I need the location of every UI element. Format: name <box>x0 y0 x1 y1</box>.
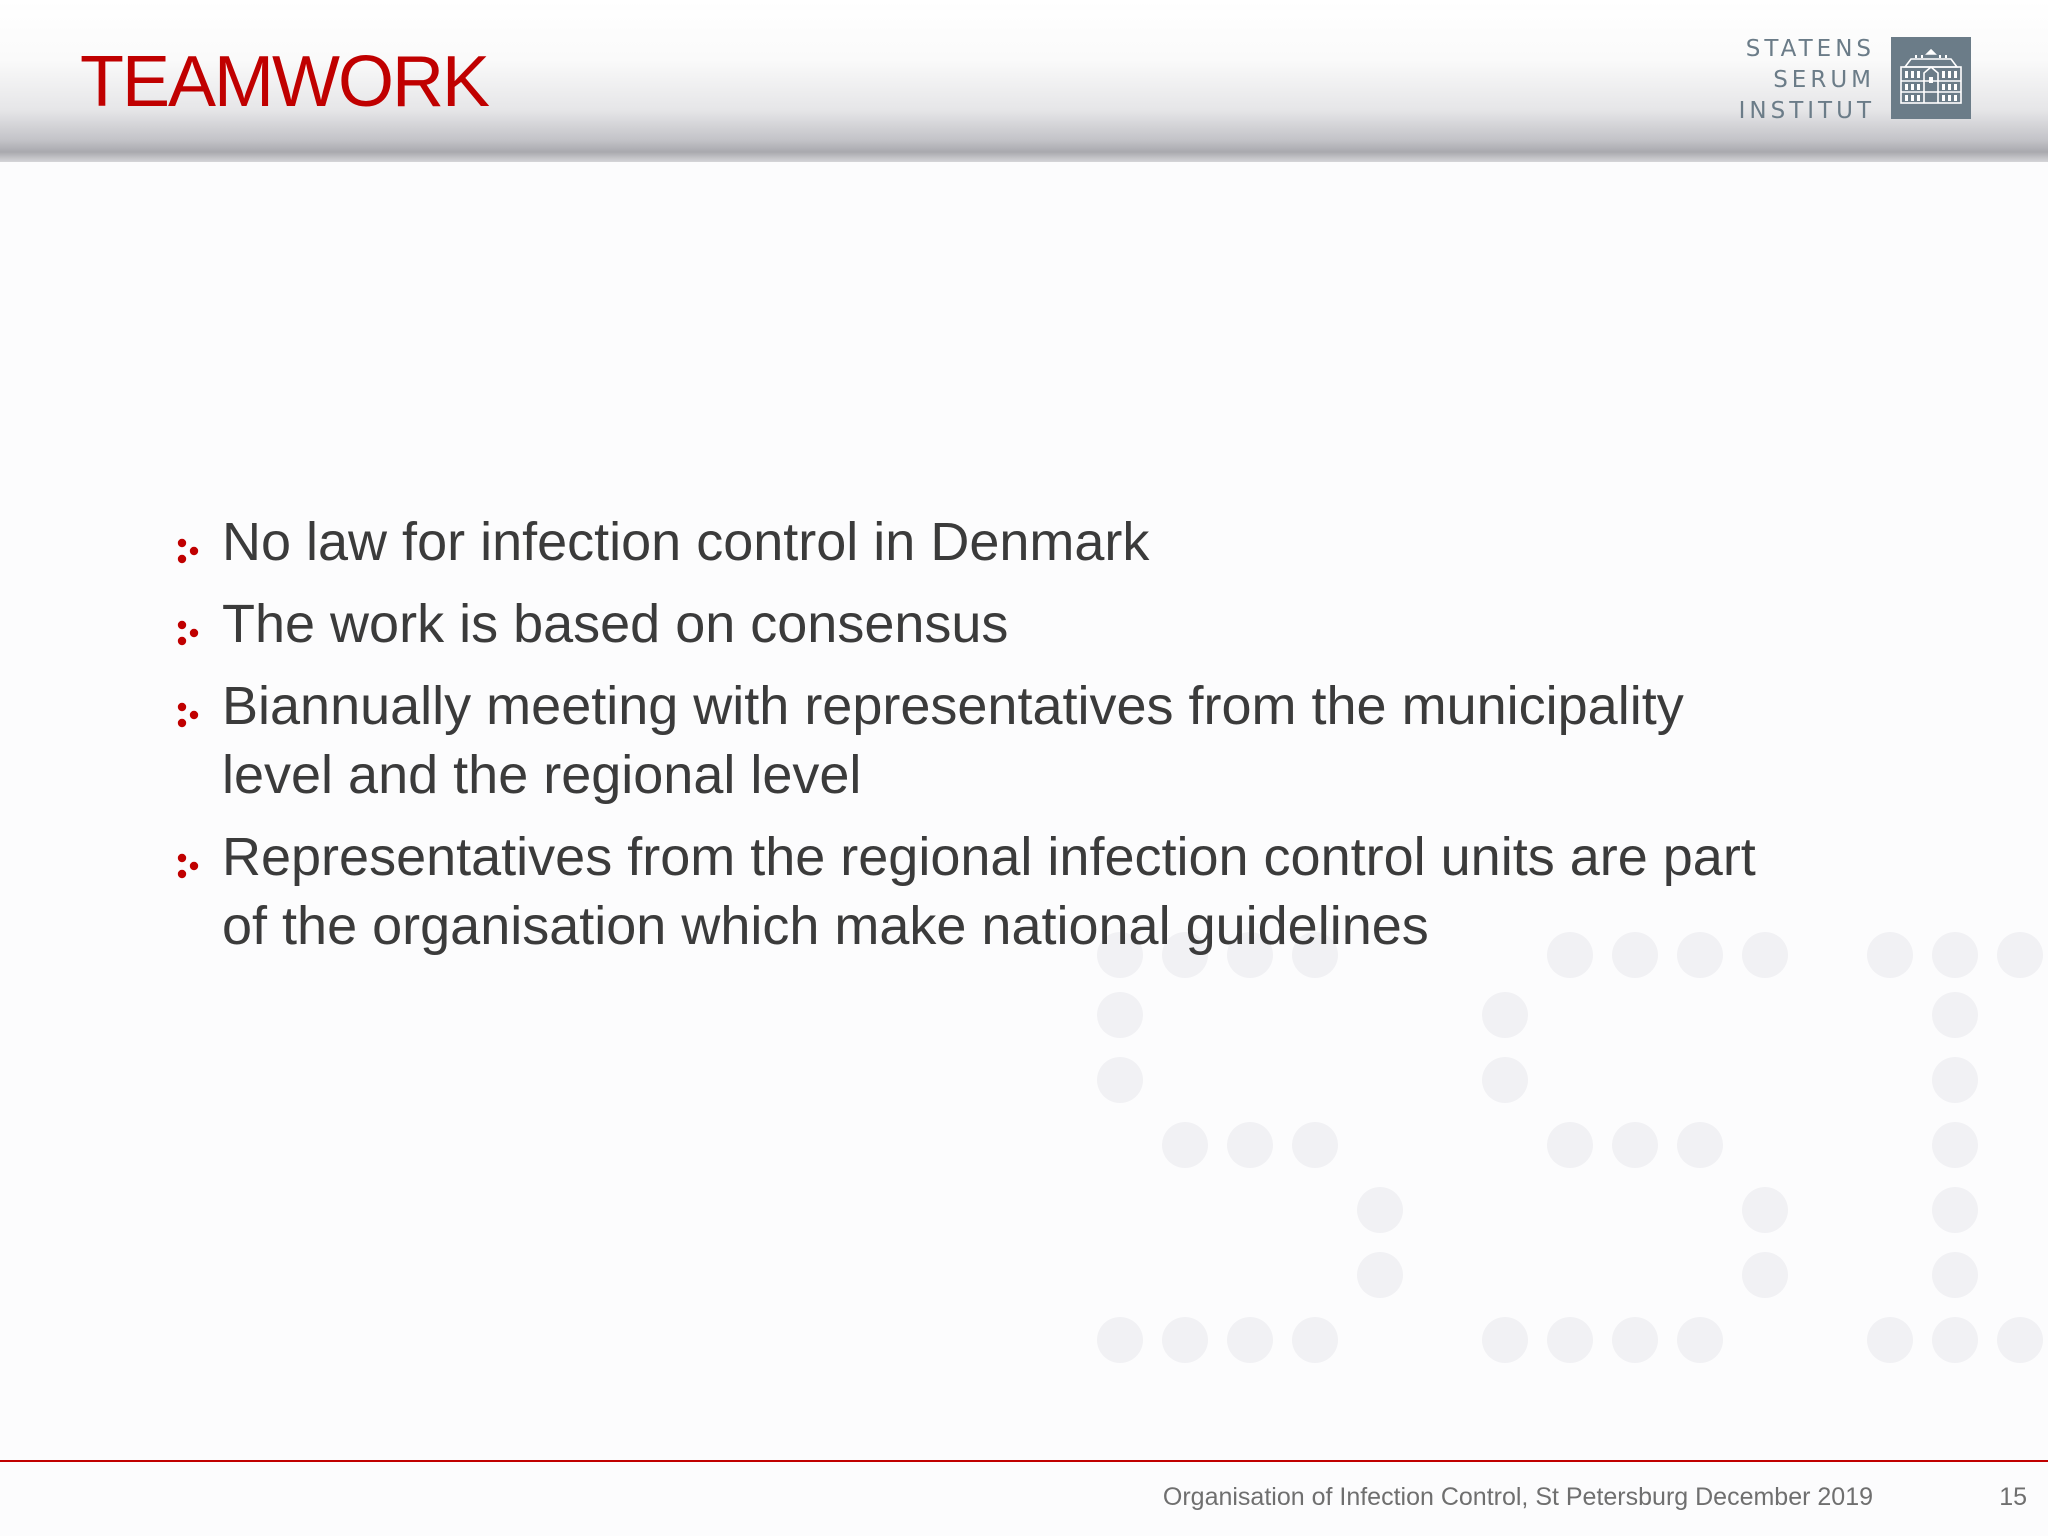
bullet-text: No law for infection control in Denmark <box>222 512 1150 572</box>
building-icon <box>1891 37 1971 119</box>
watermark-dot <box>1162 1122 1208 1168</box>
bullet-item <box>176 590 1776 659</box>
watermark-dot <box>1357 1187 1403 1233</box>
watermark-dot <box>1612 1317 1658 1363</box>
watermark-dot <box>1227 1122 1273 1168</box>
watermark-dot <box>1612 1122 1658 1168</box>
watermark-dot <box>1742 1187 1788 1233</box>
watermark-dot <box>1932 1317 1978 1363</box>
watermark-dot <box>1292 1122 1338 1168</box>
bullet-list <box>176 508 1776 974</box>
watermark-dot <box>1677 1122 1723 1168</box>
watermark-dot <box>1547 1317 1593 1363</box>
slide-title: TEAMWORK <box>80 42 488 122</box>
bullet-item <box>176 672 1776 810</box>
bullet-text: Representatives from the regional infection control units are part of the organisation which make national guidelines <box>222 827 1756 956</box>
watermark-dot <box>1932 1252 1978 1298</box>
watermark-dot <box>1867 932 1913 978</box>
watermark-dot <box>1742 1252 1788 1298</box>
watermark-dot <box>1227 1317 1273 1363</box>
watermark-dot <box>1292 1317 1338 1363</box>
page-number: 15 <box>1999 1483 2027 1511</box>
watermark-dot <box>1932 932 1978 978</box>
logo-line: INSTITUT <box>1738 98 1875 124</box>
footer-text: Organisation of Infection Control, St Petersburg December 2019 <box>1162 1483 1873 1511</box>
bullet-dots-icon <box>176 538 200 564</box>
watermark-dot <box>1867 1317 1913 1363</box>
bullet-item <box>176 823 1776 961</box>
bullet-dots-icon <box>176 853 200 879</box>
watermark-dot <box>1162 1317 1208 1363</box>
bullet-text: Biannually meeting with representatives from the municipality level and the regional level <box>222 676 1684 805</box>
watermark-dot <box>1547 1122 1593 1168</box>
watermark-dot <box>1932 992 1978 1038</box>
watermark-dot <box>1932 1057 1978 1103</box>
watermark-dot <box>1482 992 1528 1038</box>
footer-divider <box>0 1460 2048 1462</box>
bullet-dots-icon <box>176 702 200 728</box>
bullet-text: The work is based on consensus <box>222 594 1009 654</box>
watermark-dot <box>1357 1252 1403 1298</box>
watermark-dot <box>1482 1057 1528 1103</box>
watermark-dot <box>1997 932 2043 978</box>
logo-wordmark <box>1739 34 1875 127</box>
bullet-item <box>176 508 1776 577</box>
watermark-dot <box>1097 1057 1143 1103</box>
watermark-dot <box>1097 1317 1143 1363</box>
watermark-dot <box>1997 1317 2043 1363</box>
logo-line: SERUM <box>1773 67 1875 93</box>
watermark-dot <box>1677 1317 1723 1363</box>
watermark-dot <box>1482 1317 1528 1363</box>
watermark-dot <box>1932 1122 1978 1168</box>
watermark-dot <box>1932 1187 1978 1233</box>
bullet-dots-icon <box>176 620 200 646</box>
watermark-dot <box>1097 992 1143 1038</box>
logo-line: STATENS <box>1745 36 1875 62</box>
